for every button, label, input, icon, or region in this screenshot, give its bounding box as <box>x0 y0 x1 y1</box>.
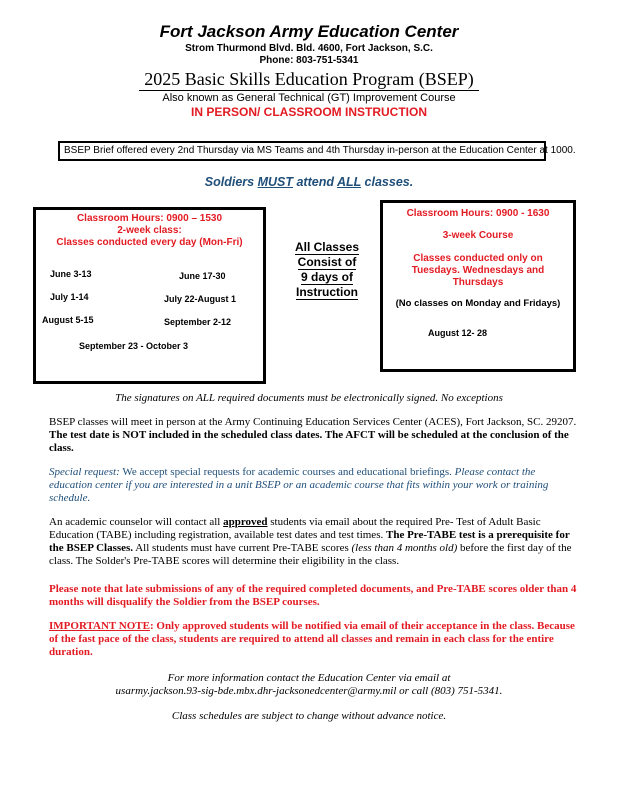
important-note-label: IMPORTANT NOTE <box>49 620 150 632</box>
must-attend-all: ALL <box>336 175 362 189</box>
left-box-hours: Classroom Hours: 0900 – 1530 <box>76 213 223 224</box>
contact-line: For more information contact the Education Center via email at <box>167 672 451 684</box>
class-location-paragraph <box>49 416 579 455</box>
left-box-schedule: Classes conducted every day (Mon-Fri) <box>56 237 243 248</box>
pre-tabe-text: students via email about the required Pre- Test of Adult Basic Education (TABE) including registration, available test dates and test times. <box>49 516 541 541</box>
two-week-schedule-box <box>33 207 266 384</box>
class-length-line: All Classes <box>294 240 360 254</box>
must-attend-must: MUST <box>257 175 293 189</box>
class-date: June 3-13 <box>50 269 92 279</box>
class-length-line: 9 days of <box>300 270 354 284</box>
right-box-schedule-line: Tuesdays. Wednesdays and <box>411 265 545 276</box>
schedule-change-notice: Class schedules are subject to change without advance notice. <box>171 710 447 722</box>
must-attend-post: classes. <box>361 175 414 189</box>
class-date: August 12- 28 <box>428 328 488 338</box>
program-aka: Also known as General Technical (GT) Improvement Course <box>162 92 456 104</box>
right-box-no-classes: (No classes on Monday and Fridays) <box>395 298 561 309</box>
approved-emphasis: approved <box>223 516 268 528</box>
important-note-text: : Only approved students will be notified via email of their acceptance in the class. Because of the fast pace of the class, students are required to attend all classes and remain in each class for the entire duration. <box>49 620 575 658</box>
class-length-line: Instruction <box>296 285 358 299</box>
class-date: June 17-30 <box>179 271 226 281</box>
title-underline <box>139 90 479 91</box>
right-box-duration: 3-week Course <box>442 230 514 241</box>
org-address: Strom Thurmond Blvd. Bld. 4600, Fort Jackson, S.C. <box>185 43 433 54</box>
important-note <box>49 620 579 659</box>
class-date: July 1-14 <box>50 292 89 302</box>
must-attend-notice <box>0 175 618 189</box>
class-location-text: BSEP classes will meet in person at the Army Continuing Education Services Center (ACES), Fort Jackson, SC. 29207. <box>49 416 577 428</box>
program-mode: IN PERSON/ CLASSROOM INSTRUCTION <box>190 105 427 119</box>
class-date: August 5-15 <box>42 315 94 325</box>
must-attend-pre: Soldiers <box>204 175 258 189</box>
late-submission-warning: Please note that late submissions of any of the required completed documents, and Pre-TABE scores older than 4 months will disqualify the Soldier from the BSEP courses. <box>49 583 577 608</box>
pre-tabe-paragraph <box>49 516 579 568</box>
right-box-schedule-line: Thursdays <box>452 277 504 288</box>
class-date: September 2-12 <box>164 317 232 327</box>
pre-tabe-prerequisite: The Pre-TABE test is a prerequisite for the BSEP Classes. <box>49 529 570 554</box>
pre-tabe-text: All students must have current Pre-TABE scores <box>133 542 352 554</box>
program-title: 2025 Basic Skills Education Program (BSEP) <box>144 69 474 89</box>
special-request-paragraph <box>49 466 579 505</box>
special-request-text: We accept special requests for academic courses and educational briefings. <box>119 466 455 478</box>
left-box-duration: 2-week class: <box>117 225 182 236</box>
right-box-hours: Classroom Hours: 0900 - 1630 <box>406 208 550 219</box>
special-request-label: Special request: <box>49 466 120 478</box>
class-date: September 23 - October 3 <box>79 341 189 351</box>
class-length-note <box>285 240 369 300</box>
score-age-note: (less than 4 months old) <box>351 542 458 554</box>
right-box-schedule-line: Classes conducted only on <box>413 253 543 264</box>
class-date: July 22-August 1 <box>164 294 237 304</box>
pre-tabe-text: before the first day of the class. The Solder's Pre-TABE scores will determine their eligibility in the class. <box>49 542 572 567</box>
contact-email-line: usarmy.jackson.93-sig-bde.mbx.dhr-jacksonedcenter@army.mil or call (803) 751-5341. <box>115 685 503 697</box>
test-date-notice: The test date is NOT included in the scheduled class dates. The AFCT will be scheduled at the conclusion of the class. <box>49 429 569 454</box>
brief-notice-box: BSEP Brief offered every 2nd Thursday via MS Teams and 4th Thursday in-person at the Education Center at 1000. <box>58 141 546 161</box>
org-name: Fort Jackson Army Education Center <box>159 22 459 41</box>
org-phone: Phone: 803-751-5341 <box>259 55 359 66</box>
signature-note: The signatures on ALL required documents must be electronically signed. No exceptions <box>115 392 503 404</box>
class-length-line: Consist of <box>297 255 357 269</box>
three-week-schedule-box <box>380 200 576 372</box>
must-attend-mid: attend <box>293 175 337 189</box>
special-request-contact: Please contact the education center if you are interested in a unit BSEP or an academic course that fits within your work or training schedule. <box>49 466 549 504</box>
pre-tabe-text: An academic counselor will contact all <box>49 516 224 528</box>
